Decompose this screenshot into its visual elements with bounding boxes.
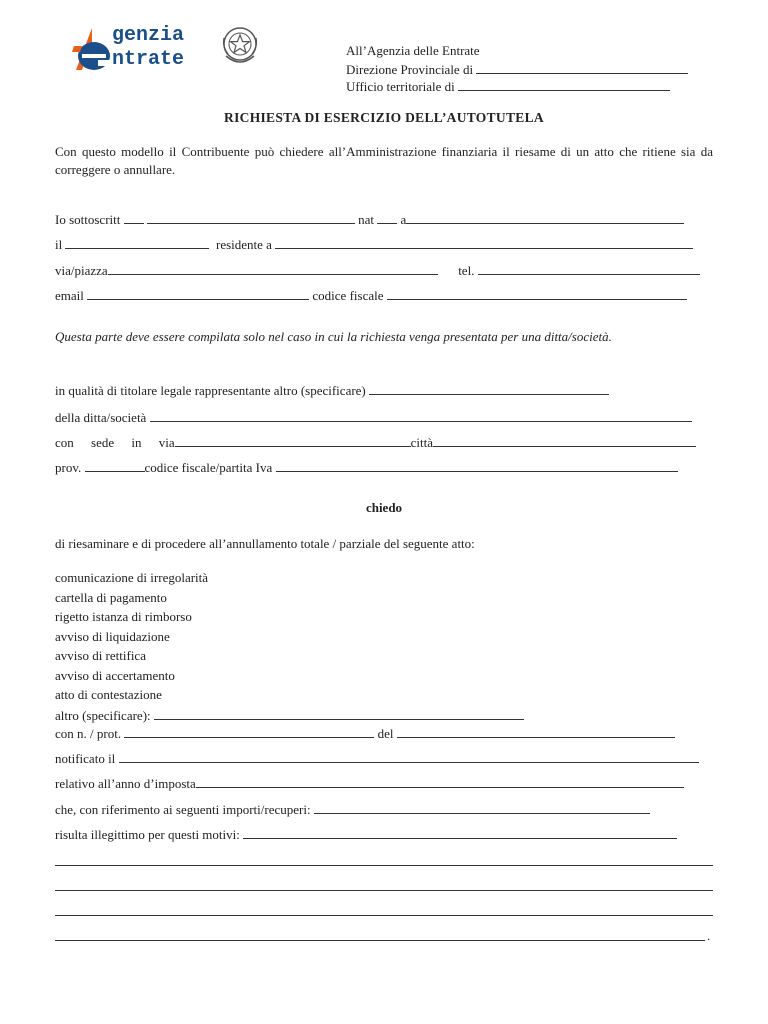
row-prot: con n. / prot. del	[55, 725, 675, 742]
chiedo-heading: chiedo	[365, 500, 403, 515]
end-dot: .	[707, 928, 711, 943]
motivi-line-3[interactable]	[55, 915, 713, 916]
direzione-provinciale-field[interactable]	[476, 61, 688, 74]
acts-list	[55, 570, 208, 707]
nat-suffix-field[interactable]	[377, 211, 397, 224]
sede-via-field[interactable]	[175, 434, 411, 447]
logo-genzia: genzia	[112, 24, 185, 47]
row-io-sottoscritt: Io sottoscritt nat a	[55, 211, 715, 228]
list-item[interactable]: avviso di liquidazione	[55, 628, 170, 644]
notificato-field[interactable]	[119, 750, 699, 763]
motivi-field[interactable]	[243, 826, 677, 839]
list-item[interactable]: rigetto istanza di rimborso	[55, 609, 192, 624]
ditta-field[interactable]	[150, 409, 692, 422]
request-line: di riesaminare e di procedere all’annullamento totale / parziale del seguente atto:	[55, 536, 475, 551]
list-item[interactable]: avviso di rettifica	[55, 648, 146, 663]
list-item[interactable]: comunicazione di irregolarità	[55, 570, 209, 585]
page-title: RICHIESTA DI ESERCIZIO DELL’AUTOTUTELA	[224, 110, 544, 125]
row-motivi: risulta illegittimo per questi motivi:	[55, 826, 677, 843]
altro-field[interactable]	[154, 707, 524, 720]
anno-imposta-field[interactable]	[196, 775, 684, 788]
motivi-line-4[interactable]	[55, 940, 705, 941]
residence-field[interactable]	[275, 236, 693, 249]
addressee-line-2: Direzione Provinciale di	[346, 61, 688, 78]
addressee-line-3: Ufficio territoriale di	[346, 78, 670, 95]
addressee-line-1: All’Agenzia delle Entrate	[346, 43, 480, 58]
row-qualita: in qualità di titolare legale rappresentante altro (specificare)	[55, 382, 609, 399]
sottoscritt-suffix-field[interactable]	[124, 211, 144, 224]
row-anno: relativo all’anno d’imposta	[55, 775, 684, 792]
motivi-line-1[interactable]	[55, 865, 713, 866]
prov-field[interactable]	[85, 459, 145, 472]
cf-piva-field[interactable]	[276, 459, 678, 472]
intro-paragraph: Con questo modello il Contribuente può chiedere all’Amministrazione finanziaria il riesame di un atto che ritiene sia da correggere o annullare.	[55, 144, 713, 177]
row-ditta: della ditta/società	[55, 409, 692, 426]
importi-field[interactable]	[314, 801, 650, 814]
name-field[interactable]	[147, 211, 355, 224]
list-item[interactable]: avviso di accertamento	[55, 667, 175, 683]
protocol-date-field[interactable]	[397, 725, 675, 738]
row-il-residente: il residente a	[55, 236, 715, 253]
citta-field[interactable]	[433, 434, 696, 447]
row-via-tel: via/piazza tel.	[55, 262, 715, 279]
row-importi: che, con riferimento ai seguenti importi/recuperi:	[55, 801, 650, 818]
row-altro: altro (specificare):	[55, 707, 524, 724]
codice-fiscale-field[interactable]	[387, 287, 687, 300]
tel-field[interactable]	[478, 262, 700, 275]
row-prov: prov. codice fiscale/partita Iva	[55, 459, 678, 476]
birth-date-field[interactable]	[65, 236, 209, 249]
row-notificato: notificato il	[55, 750, 699, 767]
logo-ntrate: ntrate	[112, 48, 185, 71]
ufficio-territoriale-field[interactable]	[458, 78, 670, 91]
company-note: Questa parte deve essere compilata solo nel caso in cui la richiesta venga presentata per una ditta/società.	[55, 329, 612, 344]
list-item[interactable]: atto di contestazione	[55, 687, 162, 702]
emblem-icon	[220, 24, 260, 68]
agenzia-entrate-logo	[68, 20, 268, 76]
logo-e-icon	[68, 22, 116, 74]
qualita-field[interactable]	[369, 382, 609, 395]
list-item[interactable]: cartella di pagamento	[55, 589, 167, 605]
motivi-line-2[interactable]	[55, 890, 713, 891]
via-piazza-field[interactable]	[108, 262, 438, 275]
email-field[interactable]	[87, 287, 309, 300]
row-sede: con sede in via città	[55, 434, 696, 451]
birthplace-field[interactable]	[406, 211, 684, 224]
protocol-field[interactable]	[124, 725, 374, 738]
row-email-cf: email codice fiscale	[55, 287, 715, 304]
